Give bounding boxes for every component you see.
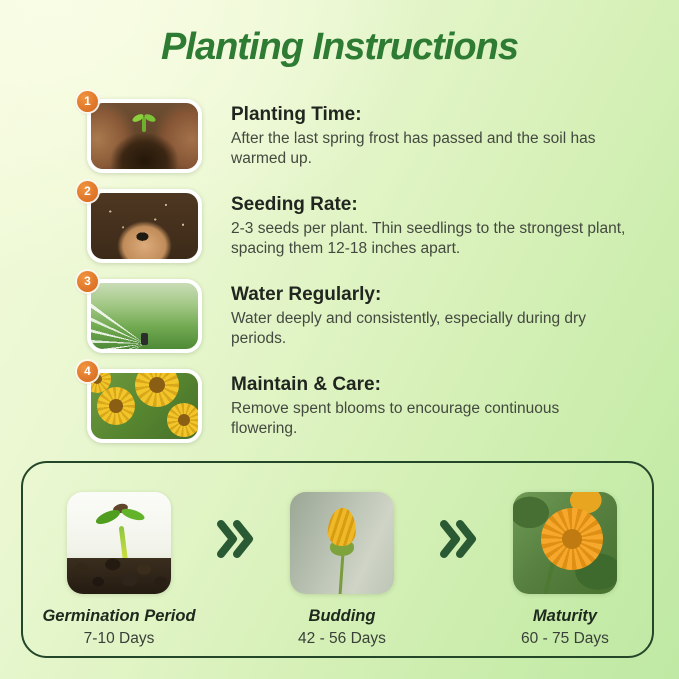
step-number-badge: 2 xyxy=(77,181,98,202)
leaf-icon xyxy=(120,507,146,523)
step-heading: Water Regularly: xyxy=(231,284,382,305)
sprout-icon xyxy=(142,117,146,132)
sprinkler-watering-photo xyxy=(87,279,202,353)
step-text xyxy=(231,369,669,440)
step-number-badge: 4 xyxy=(77,361,98,382)
step-row-maintain-care xyxy=(84,364,669,443)
step-heading: Maintain & Care: xyxy=(231,374,381,395)
step-body: Remove spent blooms to encourage continuous flowering. xyxy=(231,400,560,438)
step-row-seeding-rate xyxy=(84,184,669,263)
seedling-sprout-photo xyxy=(67,492,171,594)
chevron-right-icon xyxy=(216,518,254,565)
step-body: 2-3 seeds per plant. Thin seedlings to the strongest plant, spacing them 12-18 inches apart. xyxy=(231,220,626,258)
stage-duration: 60 - 75 Days xyxy=(521,630,609,647)
stage-duration: 7-10 Days xyxy=(83,630,155,647)
flower-icon xyxy=(167,403,201,437)
stage-budding xyxy=(257,463,427,648)
growth-timeline-panel xyxy=(21,461,654,658)
step-photo-wrap xyxy=(84,364,202,443)
stage-germination xyxy=(34,463,204,648)
planting-steps-list xyxy=(84,94,669,459)
page-title: Planting Instructions xyxy=(161,26,518,68)
step-text xyxy=(231,279,669,350)
step-text xyxy=(231,99,669,170)
hand-holding-seeds-photo xyxy=(87,189,202,263)
step-photo-wrap xyxy=(84,184,202,263)
step-text xyxy=(231,189,669,260)
step-row-planting-time xyxy=(84,94,669,173)
bud-icon xyxy=(327,507,357,546)
step-heading: Seeding Rate: xyxy=(231,194,358,215)
flower-icon xyxy=(135,369,179,407)
step-number-badge: 3 xyxy=(77,271,98,292)
step-row-water-regularly xyxy=(84,274,669,353)
stage-label: Maturity xyxy=(532,607,598,625)
flower-bud-photo xyxy=(290,492,394,594)
stage-label: Budding xyxy=(308,607,376,625)
stem-icon xyxy=(543,562,555,594)
step-photo-wrap xyxy=(84,274,202,353)
step-photo-wrap xyxy=(84,94,202,173)
stage-maturity xyxy=(480,463,650,648)
step-body: After the last spring frost has passed and the soil has warmed up. xyxy=(231,130,596,168)
stem-icon xyxy=(338,552,344,594)
flower-icon xyxy=(541,508,603,570)
yellow-flowers-photo xyxy=(87,369,202,443)
flower-icon xyxy=(97,387,135,425)
stage-duration: 42 - 56 Days xyxy=(298,630,386,647)
stage-label: Germination Period xyxy=(42,607,196,625)
chevron-right-icon xyxy=(439,518,477,565)
step-heading: Planting Time: xyxy=(231,104,362,125)
leaf-icon xyxy=(94,507,122,527)
step-number-badge: 1 xyxy=(77,91,98,112)
hands-planting-seedling-photo xyxy=(87,99,202,173)
sprinkler-head-icon xyxy=(141,333,148,345)
step-body: Water deeply and consistently, especially during dry periods. xyxy=(231,310,586,348)
soil-icon xyxy=(67,558,171,594)
mature-flower-photo xyxy=(513,492,617,594)
